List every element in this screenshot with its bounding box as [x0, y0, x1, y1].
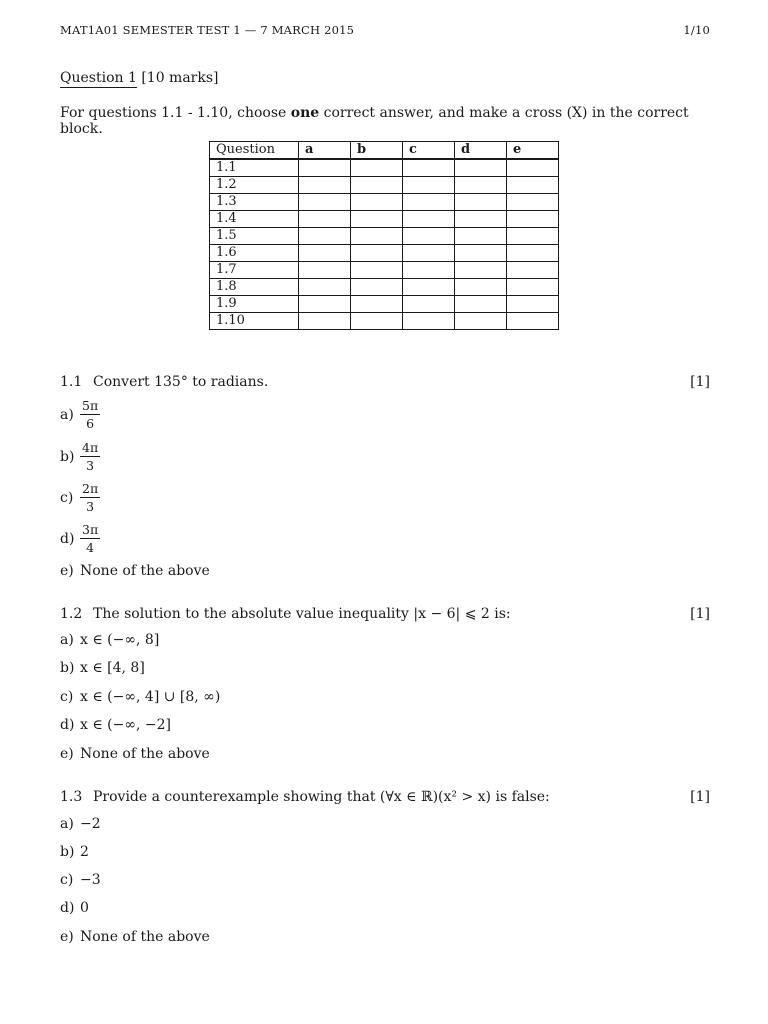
- header-title: MAT1A01 SEMESTER TEST 1 — 7 MARCH 2015: [60, 23, 355, 37]
- option-label: b): [60, 660, 75, 676]
- option-text: −2: [80, 816, 101, 832]
- answer-cell-d[interactable]: [455, 211, 507, 228]
- answer-cell-b[interactable]: [351, 245, 403, 262]
- option-1-2-b: [60, 660, 145, 676]
- answer-cell-c[interactable]: [403, 194, 455, 211]
- row-question-number: 1.6: [210, 245, 299, 262]
- question-text: The solution to the absolute value inequality |x − 6| ⩽ 2 is:: [93, 606, 511, 622]
- answer-grid: [209, 141, 559, 330]
- row-question-number: 1.7: [210, 262, 299, 279]
- answer-cell-d[interactable]: [455, 245, 507, 262]
- answer-cell-c[interactable]: [403, 279, 455, 296]
- answer-grid-header: [210, 142, 559, 160]
- answer-cell-c[interactable]: [403, 177, 455, 194]
- answer-cell-b[interactable]: [351, 296, 403, 313]
- column-header-e: e: [507, 142, 559, 160]
- option-1-2-c: [60, 689, 220, 705]
- row-question-number: 1.4: [210, 211, 299, 228]
- fraction-denominator: 3: [86, 458, 95, 473]
- fraction-denominator: 6: [86, 416, 95, 431]
- answer-cell-b[interactable]: [351, 313, 403, 330]
- option-1-3-c: [60, 872, 101, 888]
- answer-cell-b[interactable]: [351, 262, 403, 279]
- fraction: [80, 481, 100, 514]
- exam-page: [60, 0, 710, 1024]
- answer-cell-c[interactable]: [403, 296, 455, 313]
- column-header-d: d: [455, 142, 507, 160]
- option-label: d): [60, 530, 75, 547]
- option-label: a): [60, 816, 74, 832]
- question-number: 1.1: [60, 374, 83, 390]
- option-text: x ∈ [4, 8]: [80, 660, 145, 676]
- option-label: d): [60, 717, 75, 733]
- page-number: 1/10: [683, 23, 710, 37]
- option-label: e): [60, 746, 74, 762]
- option-text: None of the above: [80, 746, 210, 762]
- answer-cell-a[interactable]: [299, 211, 351, 228]
- option-text: x ∈ (−∞, 8]: [80, 632, 160, 648]
- answer-cell-b[interactable]: [351, 211, 403, 228]
- answer-cell-d[interactable]: [455, 296, 507, 313]
- fraction-denominator: 3: [86, 499, 95, 514]
- option-1-3-a: [60, 816, 101, 832]
- question-marks: [10 marks]: [136, 70, 219, 86]
- option-1-1-c: [60, 481, 100, 514]
- option-text: −3: [80, 872, 101, 888]
- fraction-numerator: 2π: [82, 481, 99, 496]
- answer-cell-e[interactable]: [507, 177, 559, 194]
- column-header-b: b: [351, 142, 403, 160]
- answer-cell-e[interactable]: [507, 279, 559, 296]
- answer-cell-d[interactable]: [455, 177, 507, 194]
- fraction: [80, 440, 100, 473]
- fraction-numerator: 3π: [82, 522, 99, 537]
- question-text: Provide a counterexample showing that (∀x ∈ ℝ)(x² > x) is false:: [93, 789, 550, 805]
- instruction-emphasis: one: [290, 105, 320, 121]
- question-1-1: [60, 374, 710, 390]
- answer-cell-e[interactable]: [507, 159, 559, 177]
- option-text: 2: [80, 844, 89, 860]
- answer-cell-c[interactable]: [403, 313, 455, 330]
- fraction: [80, 522, 100, 555]
- row-question-number: 1.5: [210, 228, 299, 245]
- option-label: e): [60, 929, 74, 945]
- answer-cell-a[interactable]: [299, 194, 351, 211]
- answer-cell-d[interactable]: [455, 313, 507, 330]
- answer-cell-a[interactable]: [299, 296, 351, 313]
- option-1-2-e: [60, 746, 210, 762]
- option-label: e): [60, 563, 74, 579]
- option-1-2-a: [60, 632, 159, 648]
- answer-cell-d[interactable]: [455, 262, 507, 279]
- option-1-3-d: [60, 900, 89, 916]
- answer-grid-row: [210, 245, 559, 262]
- option-label: a): [60, 406, 74, 423]
- row-question-number: 1.2: [210, 177, 299, 194]
- answer-cell-d[interactable]: [455, 159, 507, 177]
- column-header-question: Question: [210, 142, 299, 160]
- row-question-number: 1.3: [210, 194, 299, 211]
- option-text: x ∈ (−∞, −2]: [80, 717, 172, 733]
- question-number: 1.2: [60, 606, 83, 622]
- option-text: None of the above: [80, 929, 210, 945]
- option-1-3-b: [60, 844, 89, 860]
- option-label: c): [60, 872, 74, 888]
- answer-cell-d[interactable]: [455, 279, 507, 296]
- question-heading: [60, 70, 219, 86]
- question-1-2: [60, 606, 710, 622]
- answer-grid-row: [210, 296, 559, 313]
- answer-grid-row: [210, 313, 559, 330]
- question-title: Question 1: [60, 70, 137, 86]
- answer-cell-c[interactable]: [403, 211, 455, 228]
- answer-cell-b[interactable]: [351, 279, 403, 296]
- row-question-number: 1.10: [210, 313, 299, 330]
- question-marks: [1]: [690, 374, 710, 390]
- answer-cell-c[interactable]: [403, 159, 455, 177]
- option-text: None of the above: [80, 563, 210, 579]
- option-1-1-b: [60, 440, 100, 473]
- option-label: b): [60, 844, 75, 860]
- answer-cell-a[interactable]: [299, 245, 351, 262]
- answer-cell-a[interactable]: [299, 177, 351, 194]
- page-header: [60, 23, 710, 37]
- row-question-number: 1.1: [210, 159, 299, 177]
- question-marks: [1]: [690, 606, 710, 622]
- instructions: [60, 105, 710, 137]
- option-1-3-e: [60, 929, 210, 945]
- answer-cell-a[interactable]: [299, 313, 351, 330]
- option-1-1-e: [60, 563, 210, 579]
- answer-cell-d[interactable]: [455, 194, 507, 211]
- option-text: 0: [80, 900, 89, 916]
- option-label: b): [60, 448, 75, 465]
- fraction: [80, 398, 100, 431]
- answer-grid-row: [210, 177, 559, 194]
- answer-grid-row: [210, 194, 559, 211]
- answer-cell-b[interactable]: [351, 159, 403, 177]
- answer-cell-a[interactable]: [299, 228, 351, 245]
- row-question-number: 1.8: [210, 279, 299, 296]
- answer-grid-row: [210, 262, 559, 279]
- answer-grid-row: [210, 279, 559, 296]
- answer-grid-row: [210, 211, 559, 228]
- answer-cell-e[interactable]: [507, 262, 559, 279]
- instruction-text-before: For questions 1.1 - 1.10, choose: [60, 105, 291, 121]
- answer-grid-row: [210, 159, 559, 177]
- option-label: c): [60, 489, 74, 506]
- column-header-c: c: [403, 142, 455, 160]
- answer-cell-c[interactable]: [403, 228, 455, 245]
- answer-cell-a[interactable]: [299, 279, 351, 296]
- option-text: x ∈ (−∞, 4] ∪ [8, ∞): [80, 689, 221, 705]
- answer-cell-e[interactable]: [507, 245, 559, 262]
- answer-grid-row: [210, 228, 559, 245]
- fraction-denominator: 4: [86, 540, 95, 555]
- option-1-2-d: [60, 717, 171, 733]
- answer-cell-b[interactable]: [351, 177, 403, 194]
- answer-cell-e[interactable]: [507, 296, 559, 313]
- row-question-number: 1.9: [210, 296, 299, 313]
- column-header-a: a: [299, 142, 351, 160]
- fraction-numerator: 5π: [82, 398, 99, 413]
- option-label: d): [60, 900, 75, 916]
- option-label: c): [60, 689, 74, 705]
- question-text: Convert 135° to radians.: [93, 374, 269, 390]
- question-1-3: [60, 789, 710, 805]
- instruction-text-after: correct answer, and make a cross (X) in the correct block.: [60, 105, 689, 137]
- answer-cell-d[interactable]: [455, 228, 507, 245]
- answer-cell-c[interactable]: [403, 262, 455, 279]
- option-1-1-d: [60, 522, 100, 555]
- answer-cell-c[interactable]: [403, 245, 455, 262]
- answer-cell-e[interactable]: [507, 194, 559, 211]
- option-label: a): [60, 632, 74, 648]
- answer-cell-b[interactable]: [351, 228, 403, 245]
- answer-cell-b[interactable]: [351, 194, 403, 211]
- question-number: 1.3: [60, 789, 83, 805]
- answer-cell-e[interactable]: [507, 313, 559, 330]
- answer-cell-a[interactable]: [299, 159, 351, 177]
- answer-cell-e[interactable]: [507, 211, 559, 228]
- question-marks: [1]: [690, 789, 710, 805]
- answer-cell-e[interactable]: [507, 228, 559, 245]
- answer-cell-a[interactable]: [299, 262, 351, 279]
- option-1-1-a: [60, 398, 100, 431]
- fraction-numerator: 4π: [82, 440, 99, 455]
